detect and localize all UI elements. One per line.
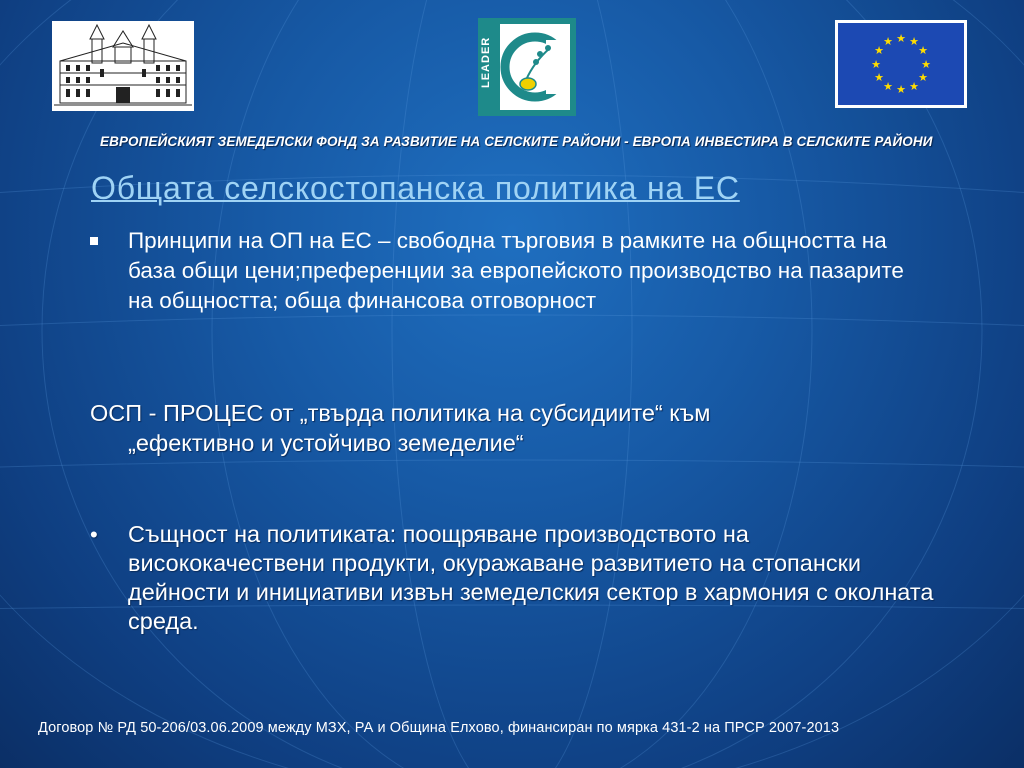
bullet-principles-text: Принципи на ОП на ЕС – свободна търговия в рамките на общността на база общи цени;преференции за европейското производство на пазарите на общността; обща финансова отговорност xyxy=(128,228,904,313)
svg-text:★: ★ xyxy=(896,83,906,96)
leader-logo xyxy=(478,18,576,116)
footer-contract: Договор № РД 50-206/03.06.2009 между МЗХ, РА и Община Елхово, финансиран по мярка 431-2 на ПРСР 2007-2013 xyxy=(38,720,840,736)
svg-text:★: ★ xyxy=(874,44,884,57)
eu-flag xyxy=(838,23,964,105)
building-icon xyxy=(52,21,194,111)
bullet-process-line1: ОСП - ПРОЦЕС от „твърда политика на субсидиите“ към xyxy=(90,400,711,426)
program-header: ЕВРОПЕЙСКИЯТ ЗЕМЕДЕЛСКИ ФОНД ЗА РАЗВИТИЕ НА СЕЛСКИТЕ РАЙОНИ - ЕВРОПА ИНВЕСТИРА В СЕЛСКИТЕ РАЙОНИ xyxy=(100,134,933,149)
slide-title: Общата селскостопанска политика на ЕС xyxy=(91,170,740,206)
svg-text:★: ★ xyxy=(921,58,931,71)
svg-text:★: ★ xyxy=(883,80,893,93)
svg-text:★: ★ xyxy=(896,32,906,45)
svg-text:★: ★ xyxy=(909,80,919,93)
svg-text:★: ★ xyxy=(874,71,884,84)
eu-flag-logo xyxy=(835,20,967,108)
square-bullet-icon xyxy=(90,237,98,245)
bullet-essence xyxy=(90,520,950,636)
svg-text:★: ★ xyxy=(871,58,881,71)
svg-text:★: ★ xyxy=(909,35,919,48)
municipality-building-logo xyxy=(52,21,194,111)
leader-emblem-icon xyxy=(478,18,576,116)
bullet-essence-text: Същност на политиката: поощряване производството на висококачествени продукти, окуражаване развитието на стопански дейности и инициативи извън земеделския сектор в хармония с околната среда. xyxy=(128,521,934,634)
svg-text:★: ★ xyxy=(918,71,928,84)
round-bullet-icon: • xyxy=(90,522,98,547)
svg-text:★: ★ xyxy=(918,44,928,57)
bullet-process xyxy=(90,398,950,458)
bullet-process-line2: „ефективно и устойчиво земеделие“ xyxy=(128,430,524,456)
eu-stars-icon xyxy=(838,23,964,105)
leader-vertical-text: LEADER xyxy=(480,36,492,88)
svg-text:★: ★ xyxy=(883,35,893,48)
bullet-principles xyxy=(90,226,920,316)
